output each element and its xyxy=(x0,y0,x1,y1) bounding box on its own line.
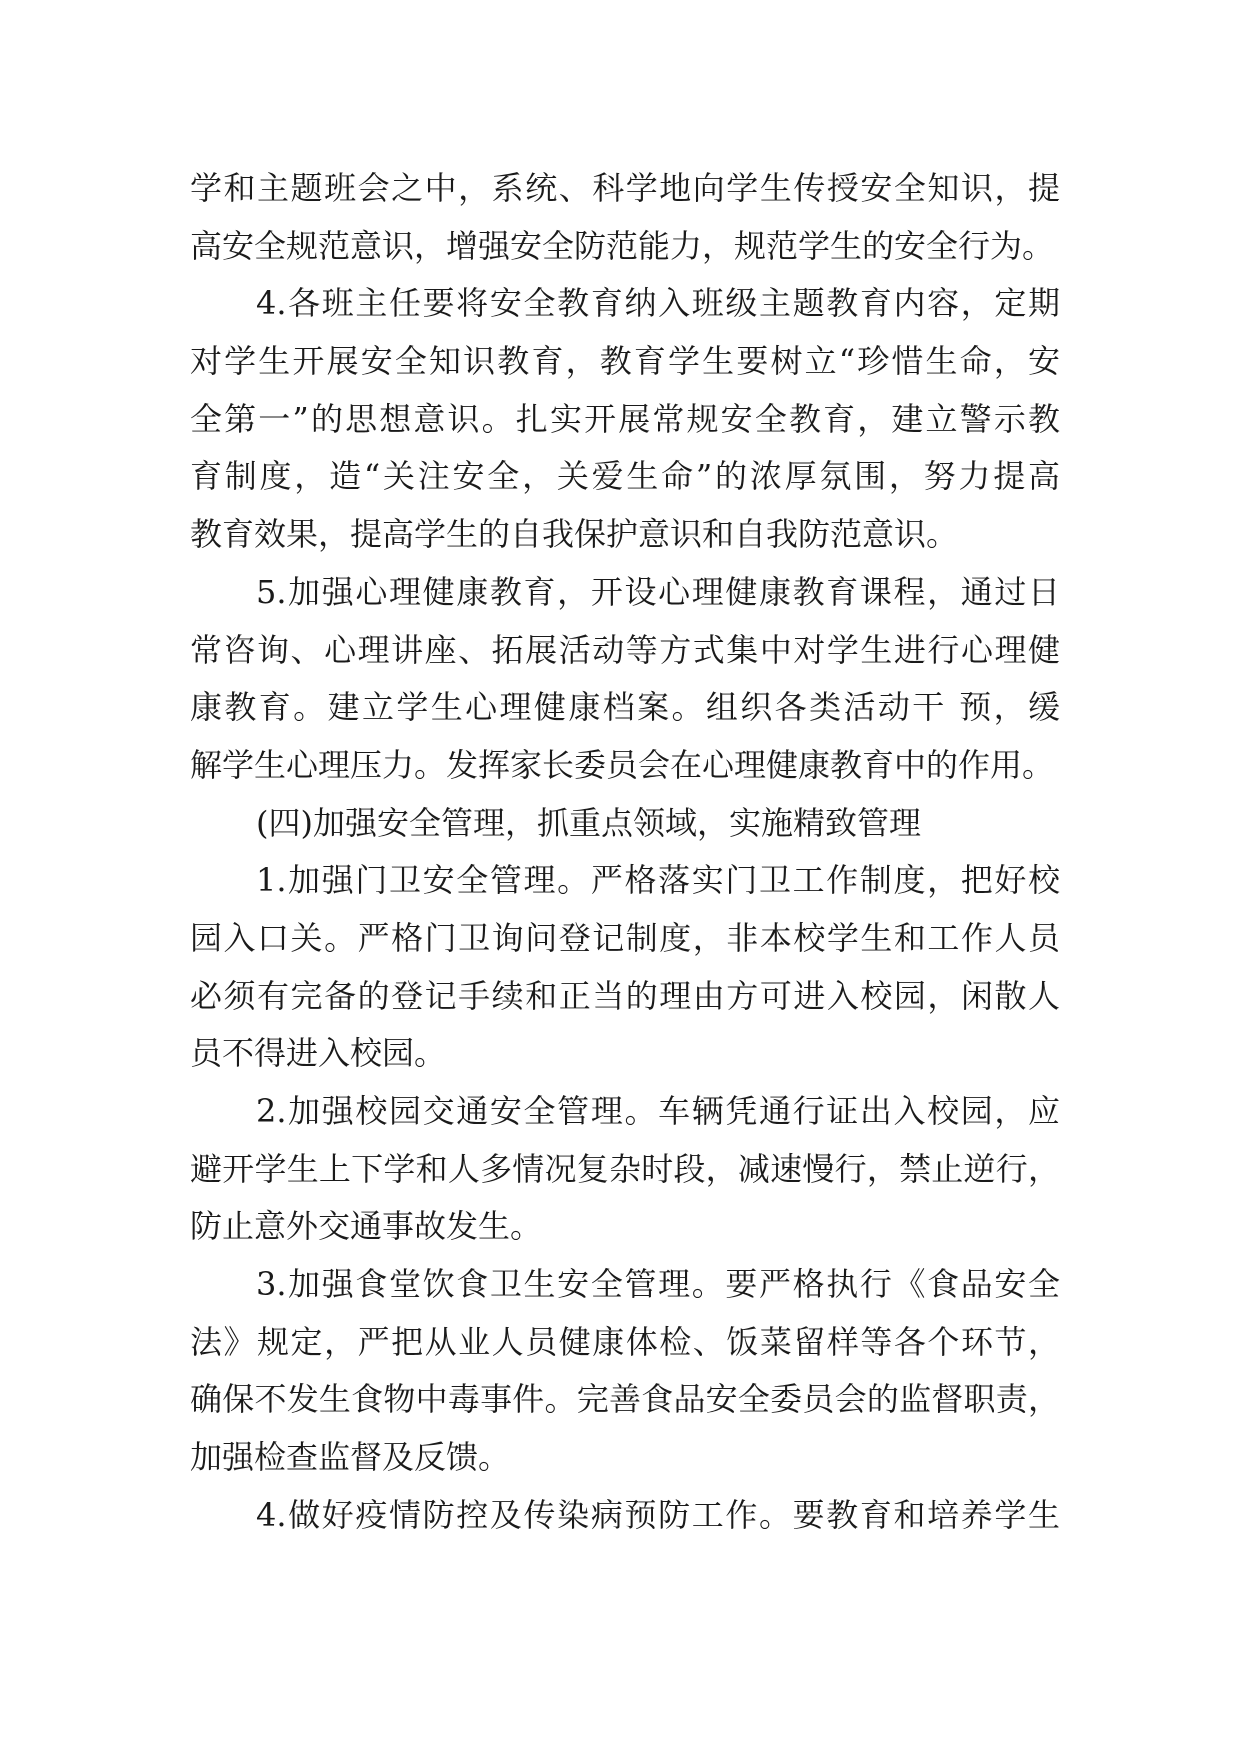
text-line: 1.加强门卫安全管理。严格落实门卫工作制度，把好校 xyxy=(256,861,1060,900)
text-line: 解学生心理压力。发挥家长委员会在心理健康教育中的作用。 xyxy=(190,745,1055,784)
text-line: (四)加强安全管理，抓重点领域，实施精致管理 xyxy=(256,803,921,842)
text-line: 4.做好疫情防控及传染病预防工作。要教育和培养学生 xyxy=(256,1495,1060,1534)
text-line: 3.加强食堂饮食卫生安全管理。要严格执行《食品安全 xyxy=(256,1265,1060,1304)
text-line: 对学生开展安全知识教育，教育学生要树立“珍惜生命，安 xyxy=(190,342,1060,381)
text-line: 员不得进入校园。 xyxy=(190,1034,447,1073)
text-line: 5.加强心理健康教育，开设心理健康教育课程，通过日 xyxy=(256,572,1060,611)
text-line: 确保不发生食物中毒事件。完善食品安全委员会的监督职责， xyxy=(190,1380,1060,1419)
text-line: 康教育。建立学生心理健康档案。组织各类活动干 预，缓 xyxy=(190,688,1060,727)
body-text xyxy=(190,160,1060,1545)
text-line: 避开学生上下学和人多情况复杂时段，减速慢行，禁止逆行， xyxy=(190,1149,1060,1188)
text-line: 法》规定，严把从业人员健康体检、饭菜留样等各个环节， xyxy=(190,1322,1060,1361)
text-line: 防止意外交通事故发生。 xyxy=(190,1207,543,1246)
text-line: 园入口关。严格门卫询问登记制度，非本校学生和工作人员 xyxy=(190,918,1060,957)
text-line: 常咨询、心理讲座、拓展活动等方式集中对学生进行心理健 xyxy=(190,630,1060,669)
text-line: 育制度，造“关注安全，关爱生命”的浓厚氛围，努力提高 xyxy=(190,457,1060,496)
text-line: 学和主题班会之中，系统、科学地向学生传授安全知识，提 xyxy=(190,169,1060,207)
text-line: 全第一”的思想意识。扎实开展常规安全教育，建立警示教 xyxy=(190,399,1060,438)
text-line: 2.加强校园交通安全管理。车辆凭通行证出入校园，应 xyxy=(256,1092,1060,1130)
text-line: 必须有完备的登记手续和正当的理由方可进入校园，闲散人 xyxy=(190,976,1060,1015)
text-line: 教育效果，提高学生的自我保护意识和自我防范意识。 xyxy=(190,515,959,554)
text-line: 高安全规范意识，增强安全防范能力，规范学生的安全行为。 xyxy=(190,226,1055,265)
text-line: 加强检查监督及反馈。 xyxy=(190,1438,511,1477)
text-line: 4.各班主任要将安全教育纳入班级主题教育内容，定期 xyxy=(256,284,1060,323)
